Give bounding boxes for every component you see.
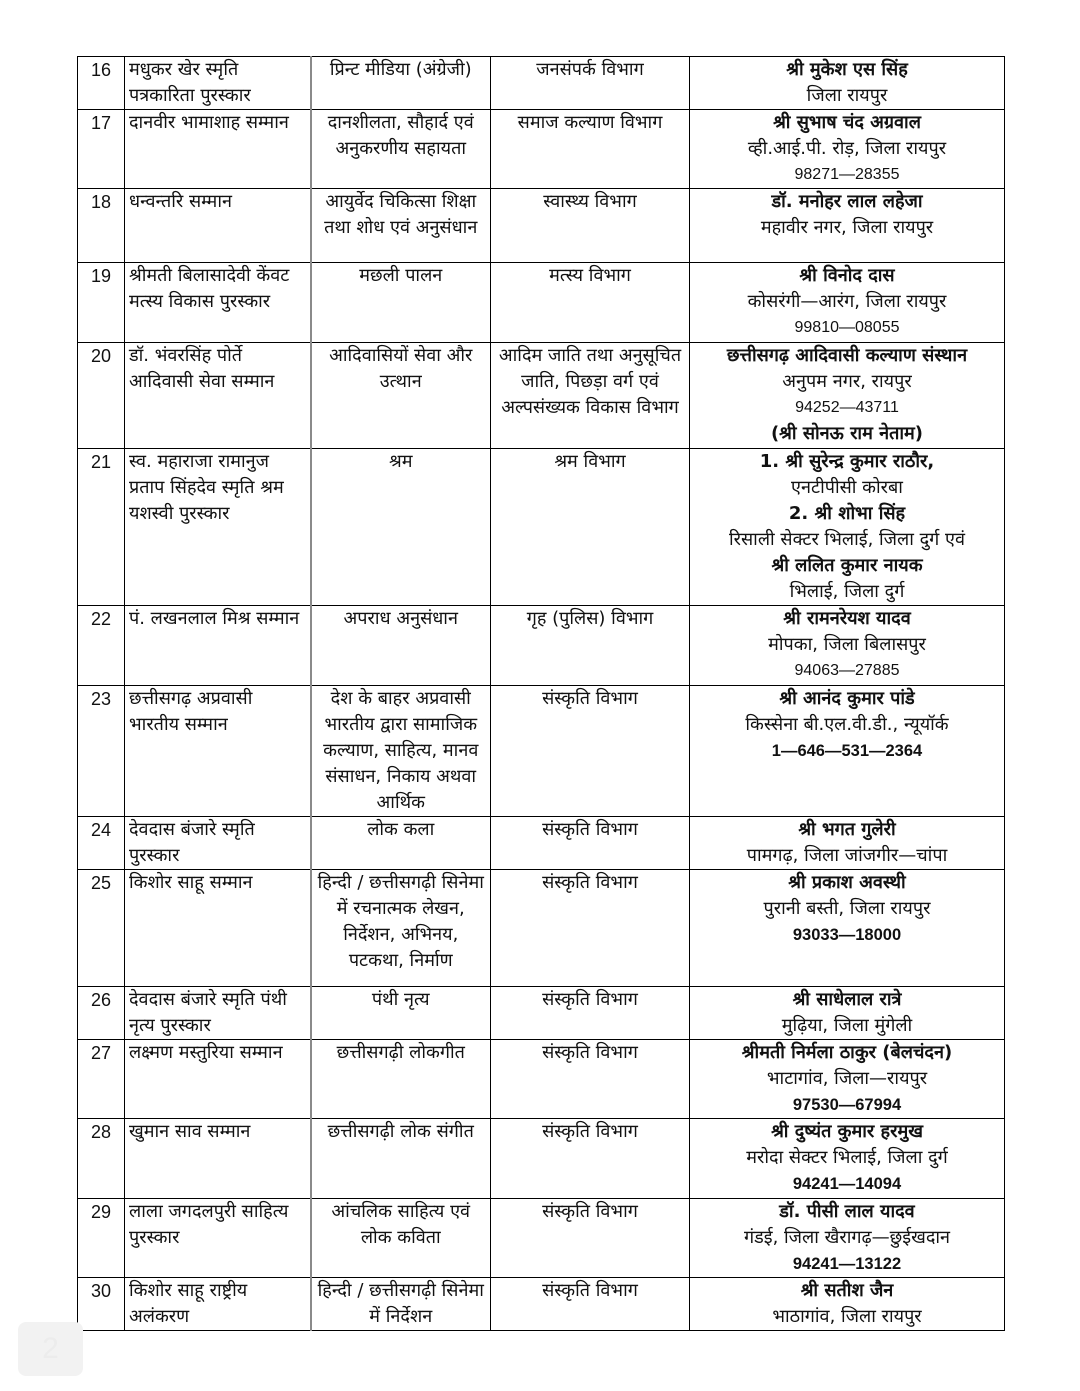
winner-address: पुरानी बस्ती, जिला रायपुर — [763, 898, 931, 919]
award-field: आंचलिक साहित्य एवं लोक कविता — [311, 1199, 491, 1278]
table-row — [78, 57, 1005, 110]
award-field: मछली पालन — [311, 263, 491, 343]
table-row — [78, 817, 1005, 870]
department: संस्कृति विभाग — [491, 1040, 690, 1119]
award-field: लोक कला — [311, 817, 491, 870]
winner-name: (श्री सोनऊ राम नेताम) — [770, 423, 924, 444]
winner-address: अनुपम नगर, रायपुर — [782, 371, 912, 392]
page-number: 2 — [42, 1332, 59, 1365]
table-row — [78, 189, 1005, 263]
winner-address: जिला रायपुर — [806, 85, 888, 106]
winner-address: रिसाली सेक्टर भिलाई, जिला दुर्ग एवं — [728, 529, 966, 550]
winner-name: छत्तीसगढ़ आदिवासी कल्याण संस्थान — [726, 345, 968, 366]
winner-details — [690, 686, 1005, 817]
award-field: श्रम — [311, 449, 491, 606]
award-name: देवदास बंजारे स्मृति पंथी नृत्य पुरस्कार — [125, 987, 311, 1040]
department: श्रम विभाग — [491, 449, 690, 606]
winner-phone: 94241—13122 — [792, 1255, 902, 1273]
winner-address: गंडई, जिला खैरागढ़—छुईखदान — [743, 1227, 951, 1248]
table-row — [78, 606, 1005, 686]
department: गृह (पुलिस) विभाग — [491, 606, 690, 686]
table-row — [78, 987, 1005, 1040]
winner-details — [690, 817, 1005, 870]
winner-details — [690, 449, 1005, 606]
winner-phone: 97530—67994 — [792, 1096, 902, 1114]
award-name: मधुकर खेर स्मृति पत्रकारिता पुरस्कार — [125, 57, 311, 110]
award-name: धन्वन्तरि सम्मान — [125, 189, 311, 263]
winner-name: श्री आनंद कुमार पांडे — [779, 688, 915, 709]
winner-address: व्ही.आई.पी. रोड़, जिला रायपुर — [747, 138, 947, 159]
award-field: आयुर्वेद चिकित्सा शिक्षा तथा शोध एवं अनुसंधान — [311, 189, 491, 263]
winner-name: 1. श्री सुरेन्द्र कुमार राठौर, — [759, 451, 935, 472]
winner-address: भाटागांव, जिला—रायपुर — [766, 1068, 928, 1089]
row-number: 16 — [78, 57, 125, 110]
winner-name: श्री साधेलाल रात्रे — [792, 989, 902, 1010]
winner-details — [690, 263, 1005, 343]
department: आदिम जाति तथा अनुसूचित जाति, पिछड़ा वर्ग एवं अल्पसंख्यक विकास विभाग — [491, 343, 690, 449]
winner-name: श्री विनोद दास — [799, 265, 895, 286]
winner-name: श्री प्रकाश अवस्थी — [788, 872, 906, 893]
winner-phone: 99810—08055 — [794, 319, 900, 336]
award-field: आदिवासियों सेवा और उत्थान — [311, 343, 491, 449]
row-number: 22 — [78, 606, 125, 686]
table-row — [78, 1040, 1005, 1119]
department: संस्कृति विभाग — [491, 817, 690, 870]
department: संस्कृति विभाग — [491, 1119, 690, 1199]
winner-address: कोसरंगी—आरंग, जिला रायपुर — [747, 291, 947, 312]
row-number: 28 — [78, 1119, 125, 1199]
row-number: 20 — [78, 343, 125, 449]
winner-address: मोपका, जिला बिलासपुर — [768, 634, 926, 655]
table-row — [78, 870, 1005, 987]
award-field: हिन्दी / छत्तीसगढ़ी सिनेमा में रचनात्मक लेखन, निर्देशन, अभिनय, पटकथा, निर्माण — [311, 870, 491, 987]
winner-name: श्री मुकेश एस सिंह — [786, 59, 908, 80]
winner-details — [690, 870, 1005, 987]
award-name: देवदास बंजारे स्मृति पुरस्कार — [125, 817, 311, 870]
winner-details — [690, 987, 1005, 1040]
winner-name: श्री रामनरेयश यादव — [783, 608, 911, 629]
winner-name: 2. श्री शोभा सिंह — [788, 503, 906, 524]
winner-address: भिलाई, जिला दुर्ग — [789, 581, 905, 602]
winner-address: मुढ़िया, जिला मुंगेली — [781, 1015, 913, 1036]
row-number: 29 — [78, 1199, 125, 1278]
department: जनसंपर्क विभाग — [491, 57, 690, 110]
winner-name: डॉ. पीसी लाल यादव — [779, 1201, 915, 1222]
winner-address: किस्सेना बी.एल.वी.डी., न्यूयॉर्क — [745, 714, 949, 735]
row-number: 18 — [78, 189, 125, 263]
winner-name: श्री ललित कुमार नायक — [771, 555, 923, 576]
row-number: 17 — [78, 110, 125, 189]
department: संस्कृति विभाग — [491, 1199, 690, 1278]
award-field: पंथी नृत्य — [311, 987, 491, 1040]
winner-phone: 98271—28355 — [794, 166, 900, 183]
table-row — [78, 1119, 1005, 1199]
table-row — [78, 110, 1005, 189]
award-field: छत्तीसगढ़ी लोक संगीत — [311, 1119, 491, 1199]
winner-name: श्री दुष्यंत कुमार हरमुख — [771, 1121, 923, 1142]
winner-address: भाठागांव, जिला रायपुर — [772, 1306, 922, 1327]
page-number-badge — [18, 1322, 83, 1376]
award-name: लाला जगदलपुरी साहित्य पुरस्कार — [125, 1199, 311, 1278]
table-row — [78, 449, 1005, 606]
department: समाज कल्याण विभाग — [491, 110, 690, 189]
winner-address: महावीर नगर, जिला रायपुर — [760, 217, 934, 238]
winner-details — [690, 110, 1005, 189]
department: मत्स्य विभाग — [491, 263, 690, 343]
award-field: देश के बाहर अप्रवासी भारतीय द्वारा सामाजिक कल्याण, साहित्य, मानव संसाधन, निकाय अथवा आर्थिक — [311, 686, 491, 817]
department: संस्कृति विभाग — [491, 686, 690, 817]
winner-details — [690, 1199, 1005, 1278]
award-name: किशोर साहू सम्मान — [125, 870, 311, 987]
winner-address: पामगढ़, जिला जांजगीर—चांपा — [746, 845, 948, 866]
winner-phone: 94063—27885 — [794, 662, 900, 679]
winner-details — [690, 343, 1005, 449]
winner-name: श्रीमती निर्मला ठाकुर (बेलचंदन) — [741, 1042, 953, 1063]
winner-name: श्री सतीश जैन — [800, 1280, 894, 1301]
department: स्वास्थ्य विभाग — [491, 189, 690, 263]
award-name: पं. लखनलाल मिश्र सम्मान — [125, 606, 311, 686]
row-number: 25 — [78, 870, 125, 987]
table-row — [78, 1278, 1005, 1331]
award-field: प्रिन्ट मीडिया (अंग्रेजी) — [311, 57, 491, 110]
row-number: 21 — [78, 449, 125, 606]
winner-details — [690, 57, 1005, 110]
awards-table-body — [78, 57, 1005, 1331]
award-name: खुमान साव सम्मान — [125, 1119, 311, 1199]
winner-details — [690, 606, 1005, 686]
award-field: छत्तीसगढ़ी लोकगीत — [311, 1040, 491, 1119]
winner-details — [690, 189, 1005, 263]
winner-phone: 94241—14094 — [792, 1175, 902, 1193]
winner-address: मरोदा सेक्टर भिलाई, जिला दुर्ग — [746, 1147, 948, 1168]
award-name: दानवीर भामाशाह सम्मान — [125, 110, 311, 189]
award-name: किशोर साहू राष्ट्रीय अलंकरण — [125, 1278, 311, 1331]
awards-table — [77, 56, 1005, 1331]
award-field: हिन्दी / छत्तीसगढ़ी सिनेमा में निर्देशन — [311, 1278, 491, 1331]
winner-phone: 93033—18000 — [792, 926, 902, 944]
row-number: 24 — [78, 817, 125, 870]
award-name: श्रीमती बिलासादेवी केंवट मत्स्य विकास पुरस्कार — [125, 263, 311, 343]
row-number: 27 — [78, 1040, 125, 1119]
winner-phone: 1—646—531—2364 — [771, 742, 923, 760]
table-row — [78, 263, 1005, 343]
winner-name: डॉ. मनोहर लाल लहेजा — [771, 191, 923, 212]
department: संस्कृति विभाग — [491, 987, 690, 1040]
award-field: अपराध अनुसंधान — [311, 606, 491, 686]
row-number: 26 — [78, 987, 125, 1040]
winner-address: एनटीपीसी कोरबा — [791, 477, 903, 498]
department: संस्कृति विभाग — [491, 1278, 690, 1331]
winner-phone: 94252—43711 — [795, 399, 899, 416]
table-row — [78, 343, 1005, 449]
department: संस्कृति विभाग — [491, 870, 690, 987]
winner-name: श्री सुभाष चंद अग्रवाल — [773, 112, 921, 133]
winner-details — [690, 1040, 1005, 1119]
award-name: डॉ. भंवरसिंह पोर्ते आदिवासी सेवा सम्मान — [125, 343, 311, 449]
award-name: लक्ष्मण मस्तुरिया सम्मान — [125, 1040, 311, 1119]
award-field: दानशीलता, सौहार्द एवं अनुकरणीय सहायता — [311, 110, 491, 189]
row-number: 23 — [78, 686, 125, 817]
award-name: स्व. महाराजा रामानुज प्रताप सिंहदेव स्मृति श्रम यशस्वी पुरस्कार — [125, 449, 311, 606]
winner-name: श्री भगत गुलेरी — [798, 819, 896, 840]
winner-details — [690, 1119, 1005, 1199]
row-number: 30 — [78, 1278, 125, 1331]
table-row — [78, 1199, 1005, 1278]
row-number: 19 — [78, 263, 125, 343]
table-row — [78, 686, 1005, 817]
winner-details — [690, 1278, 1005, 1331]
award-name: छत्तीसगढ़ अप्रवासी भारतीय सम्मान — [125, 686, 311, 817]
